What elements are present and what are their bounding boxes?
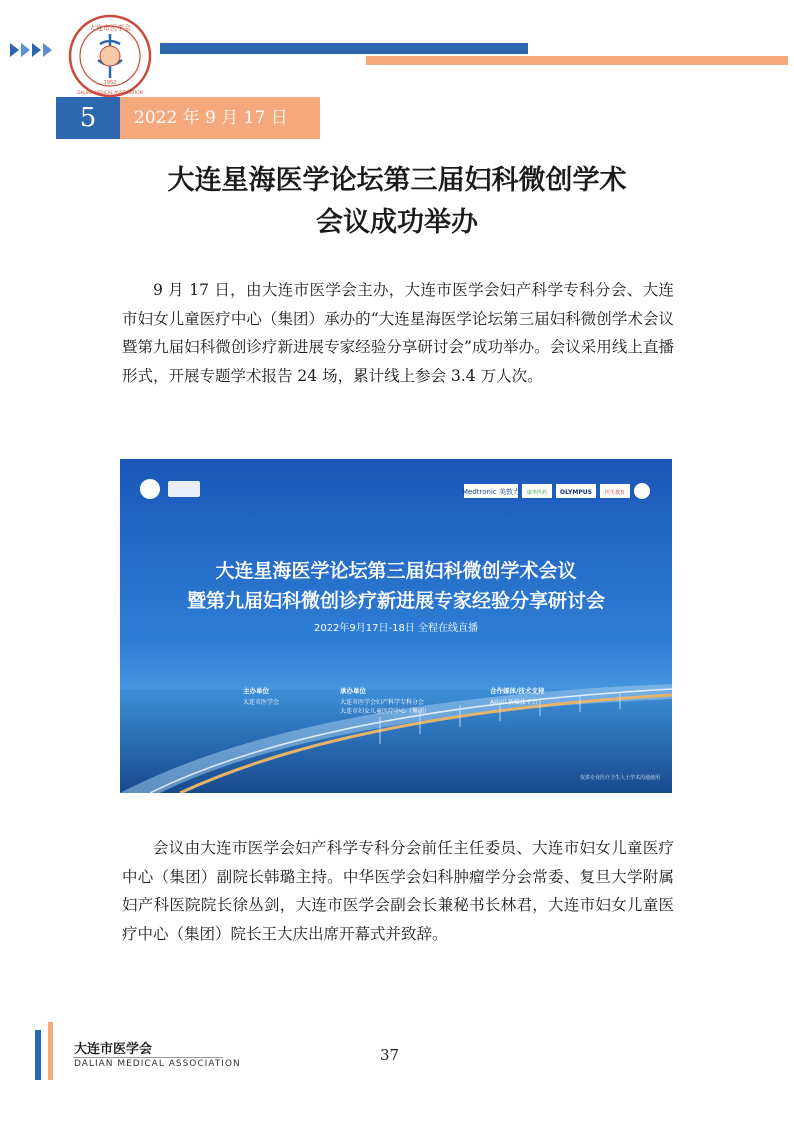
association-logo [68,14,152,98]
logo-year: 1952 [103,80,117,86]
banner-association-logo [140,479,160,499]
banner-organizer-value1: 大连市医学会妇产科学专科分会 [340,699,425,706]
footer-blue-bar [35,1030,41,1080]
sponsor-kanghua: 康华医药 [526,490,548,496]
logo-text-cn: 大连市医学会 [89,24,131,32]
footer-org-en: DALIAN MEDICAL ASSOCIATION [74,1059,241,1069]
footer-divider [73,1057,223,1058]
section-date: 2022 年 9 月 17 日 [120,97,320,139]
banner-host-value: 大连市医学会 [243,699,280,706]
sponsor-edu: 医生教育 [604,490,626,496]
article-paragraph-1: 9 月 17 日，由大连市医学会主办，大连市医学会妇产科学专科分会、大连市妇女儿童医疗中心（集团）承办的“大连星海医学论坛第三届妇科微创学术会议暨第九届妇科微创诊疗新进展专家经验分享研讨会”成功举办。会议采用线上直播形式，开展专题学术报告 24 场，累计线上参会 3.4 万人次。 [122,281,674,385]
section-number: 5 [56,97,120,139]
footer-orange-bar [48,1022,53,1080]
banner-media-label: 合作媒体/技术支持 [490,687,545,695]
banner-title-line1: 大连星海医学论坛第三届妇科微创学术会议 [215,560,577,582]
header-orange-bar [366,56,788,65]
conference-banner [120,459,672,793]
banner-media-value: AI妇儿新媒体平台 [490,699,538,706]
banner-date-line: 2022年9月17日-18日 全程在线直播 [313,623,479,634]
article-title-line2: 会议成功举办 [316,207,478,238]
article-paragraph-2: 会议由大连市医学会妇产科学专科分会前任主任委员、大连市妇女儿童医疗中心（集团）副院长韩璐主持。中华医学会妇科肿瘤学分会常委、复旦大学附属妇产科医院院长徐丛剑，大连市医学会副会长兼秘书长林君，大连市妇女儿童医疗中心（集团）院长王大庆出席开幕式并致辞。 [122,839,674,943]
page-number: 37 [380,1046,400,1064]
banner-host-label: 主办单位 [243,687,269,695]
header-blue-bar [160,43,528,54]
banner-organizer-value2: 大连市妇女儿童医疗中心（集团） [340,708,431,715]
banner-footnote: 仅供专业医疗卫生人士学术沟通使用 [579,775,660,781]
article-title-line1: 大连星海医学论坛第三届妇科微创学术 [167,165,627,196]
banner-title-line2: 暨第九届妇科微创诊疗新进展专家经验分享研讨会 [186,590,606,612]
footer-org-cn: 大连市医学会 [74,1042,153,1057]
sponsor-olympus: OLYMPUS [560,489,592,496]
sponsor-medtronic: Medtronic 美敦力 [462,488,520,496]
banner-organizer-label: 承办单位 [340,687,366,695]
article-title [100,160,694,244]
banner-forum-logo [168,481,200,497]
logo-text-en: DALIAN MEDICAL ASSOCIATION [77,90,143,95]
